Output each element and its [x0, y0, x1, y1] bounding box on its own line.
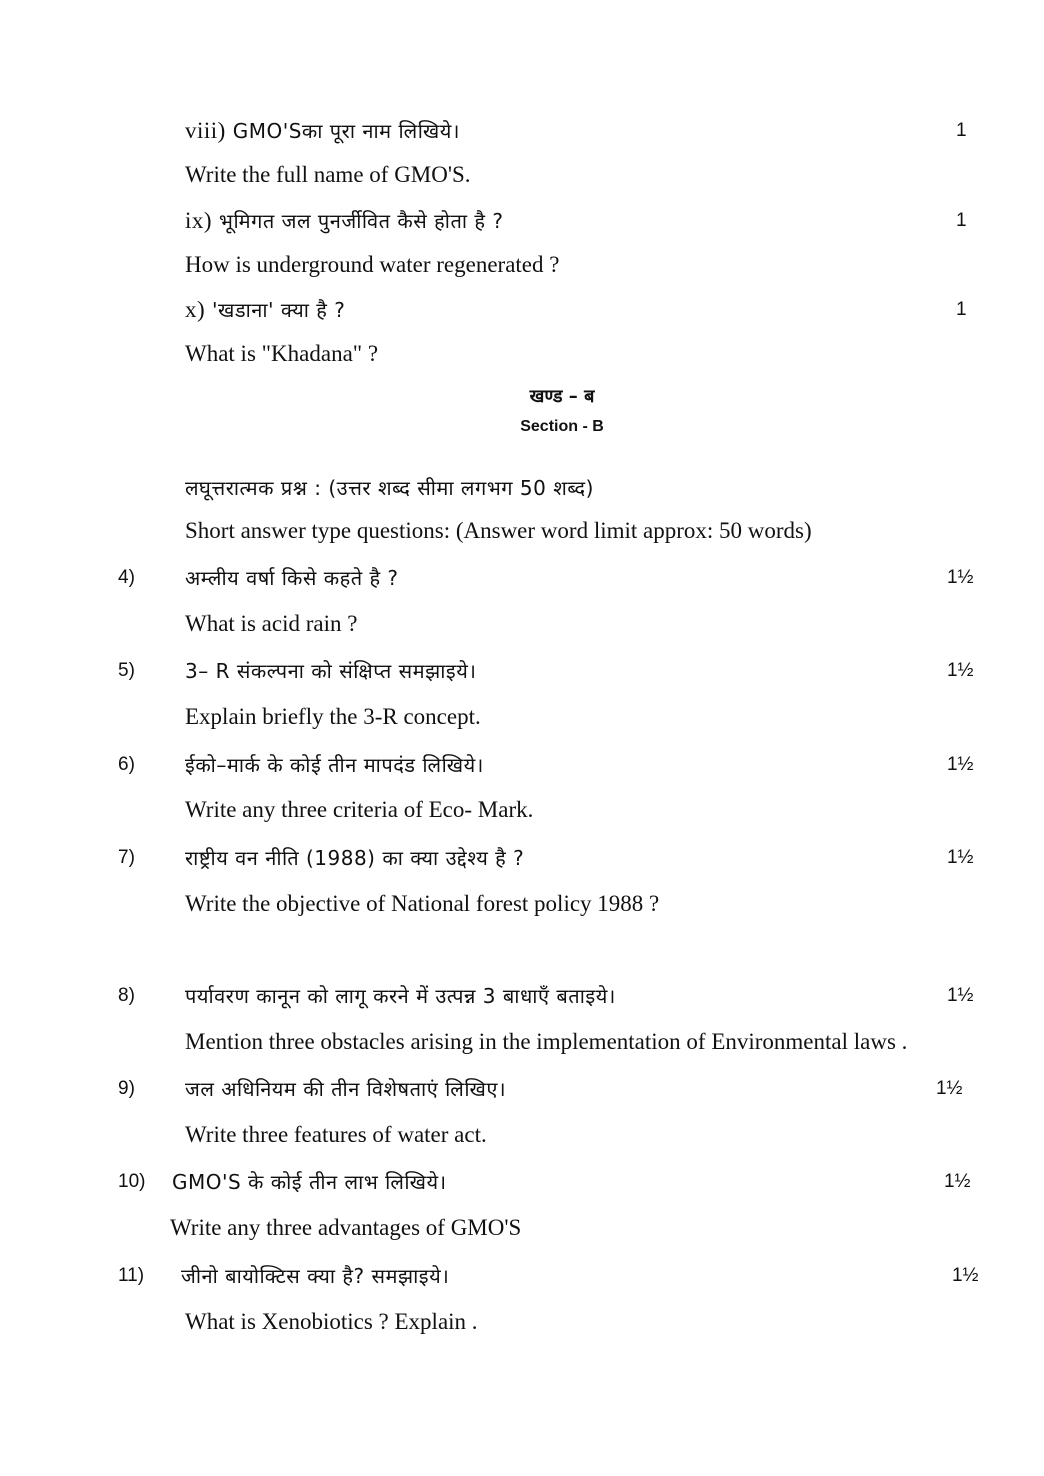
question-11-hindi: जीनो बायोक्टिस क्या है? समझाइये। — [181, 1264, 450, 1288]
question-11-number: 11) — [118, 1265, 145, 1286]
question-text-hindi: भूमिगत जल पुनर्जीवित कैसे होता है ? — [218, 209, 504, 233]
section-instruction-english: Short answer type questions: (Answer word limit approx: 50 words) — [185, 518, 812, 543]
question-8-hindi: पर्यावरण कानून को लागू करने में उत्पन्न 3 बाधाएँ बताइये। — [185, 984, 616, 1008]
question-viii-english: Write the full name of GMO'S. — [185, 162, 471, 187]
question-4-hindi: अम्लीय वर्षा किसे कहते है ? — [185, 566, 399, 590]
question-text-hindi: GMO'Sका पूरा नाम लिखिये। — [232, 119, 460, 143]
question-11-marks: 1½ — [952, 1265, 979, 1286]
question-10-hindi: GMO'S के कोई तीन लाभ लिखिये। — [172, 1170, 447, 1194]
question-6-marks: 1½ — [947, 754, 974, 775]
question-ix-hindi — [185, 207, 504, 234]
question-label: x) — [185, 297, 206, 322]
question-7-marks: 1½ — [947, 847, 974, 868]
question-6-hindi: ईको–मार्क के कोई तीन मापदंड लिखिये। — [185, 753, 484, 777]
section-instruction-hindi: लघूत्तरात्मक प्रश्न : (उत्तर शब्द सीमा लगभग 50 शब्द) — [185, 476, 594, 500]
question-x-hindi — [185, 296, 345, 323]
question-10-marks: 1½ — [944, 1171, 971, 1192]
question-9-marks: 1½ — [936, 1078, 963, 1099]
question-8-english: Mention three obstacles arising in the implementation of Environmental laws . — [185, 1029, 908, 1054]
question-10-number: 10) — [118, 1171, 146, 1192]
question-4-number: 4) — [118, 567, 135, 588]
question-8-number: 8) — [118, 985, 135, 1006]
question-7-english: Write the objective of National forest policy 1988 ? — [185, 891, 660, 916]
section-title-english: Section - B — [520, 418, 604, 435]
question-9-hindi: जल अधिनियम की तीन विशेषताएं लिखिए। — [185, 1077, 507, 1101]
question-5-number: 5) — [118, 660, 135, 681]
question-ix-marks: 1 — [956, 210, 967, 231]
question-label: viii) — [185, 118, 226, 143]
question-5-english: Explain briefly the 3-R concept. — [185, 704, 481, 729]
question-9-english: Write three features of water act. — [185, 1122, 487, 1147]
question-4-marks: 1½ — [947, 567, 974, 588]
question-5-hindi: 3– R संकल्पना को संक्षिप्त समझाइये। — [185, 659, 477, 683]
question-7-number: 7) — [118, 847, 135, 868]
question-7-hindi: राष्ट्रीय वन नीति (1988) का क्या उद्देश्य है ? — [185, 846, 525, 870]
question-viii-marks: 1 — [956, 120, 967, 141]
question-x-marks: 1 — [956, 299, 967, 320]
question-x-english: What is "Khadana" ? — [185, 341, 379, 366]
question-text-hindi: 'खडाना' क्या है ? — [212, 298, 346, 322]
question-10-english: Write any three advantages of GMO'S — [170, 1215, 522, 1240]
question-4-english: What is acid rain ? — [185, 611, 358, 636]
question-6-number: 6) — [118, 754, 135, 775]
question-9-number: 9) — [118, 1078, 135, 1099]
question-5-marks: 1½ — [947, 660, 974, 681]
section-title-hindi: खण्ड – ब — [529, 386, 595, 407]
question-6-english: Write any three criteria of Eco- Mark. — [185, 797, 534, 822]
question-label: ix) — [185, 208, 213, 233]
question-viii-hindi — [185, 117, 460, 144]
question-8-marks: 1½ — [947, 985, 974, 1006]
question-11-english: What is Xenobiotics ? Explain . — [185, 1309, 478, 1334]
question-ix-english: How is underground water regenerated ? — [185, 252, 560, 277]
